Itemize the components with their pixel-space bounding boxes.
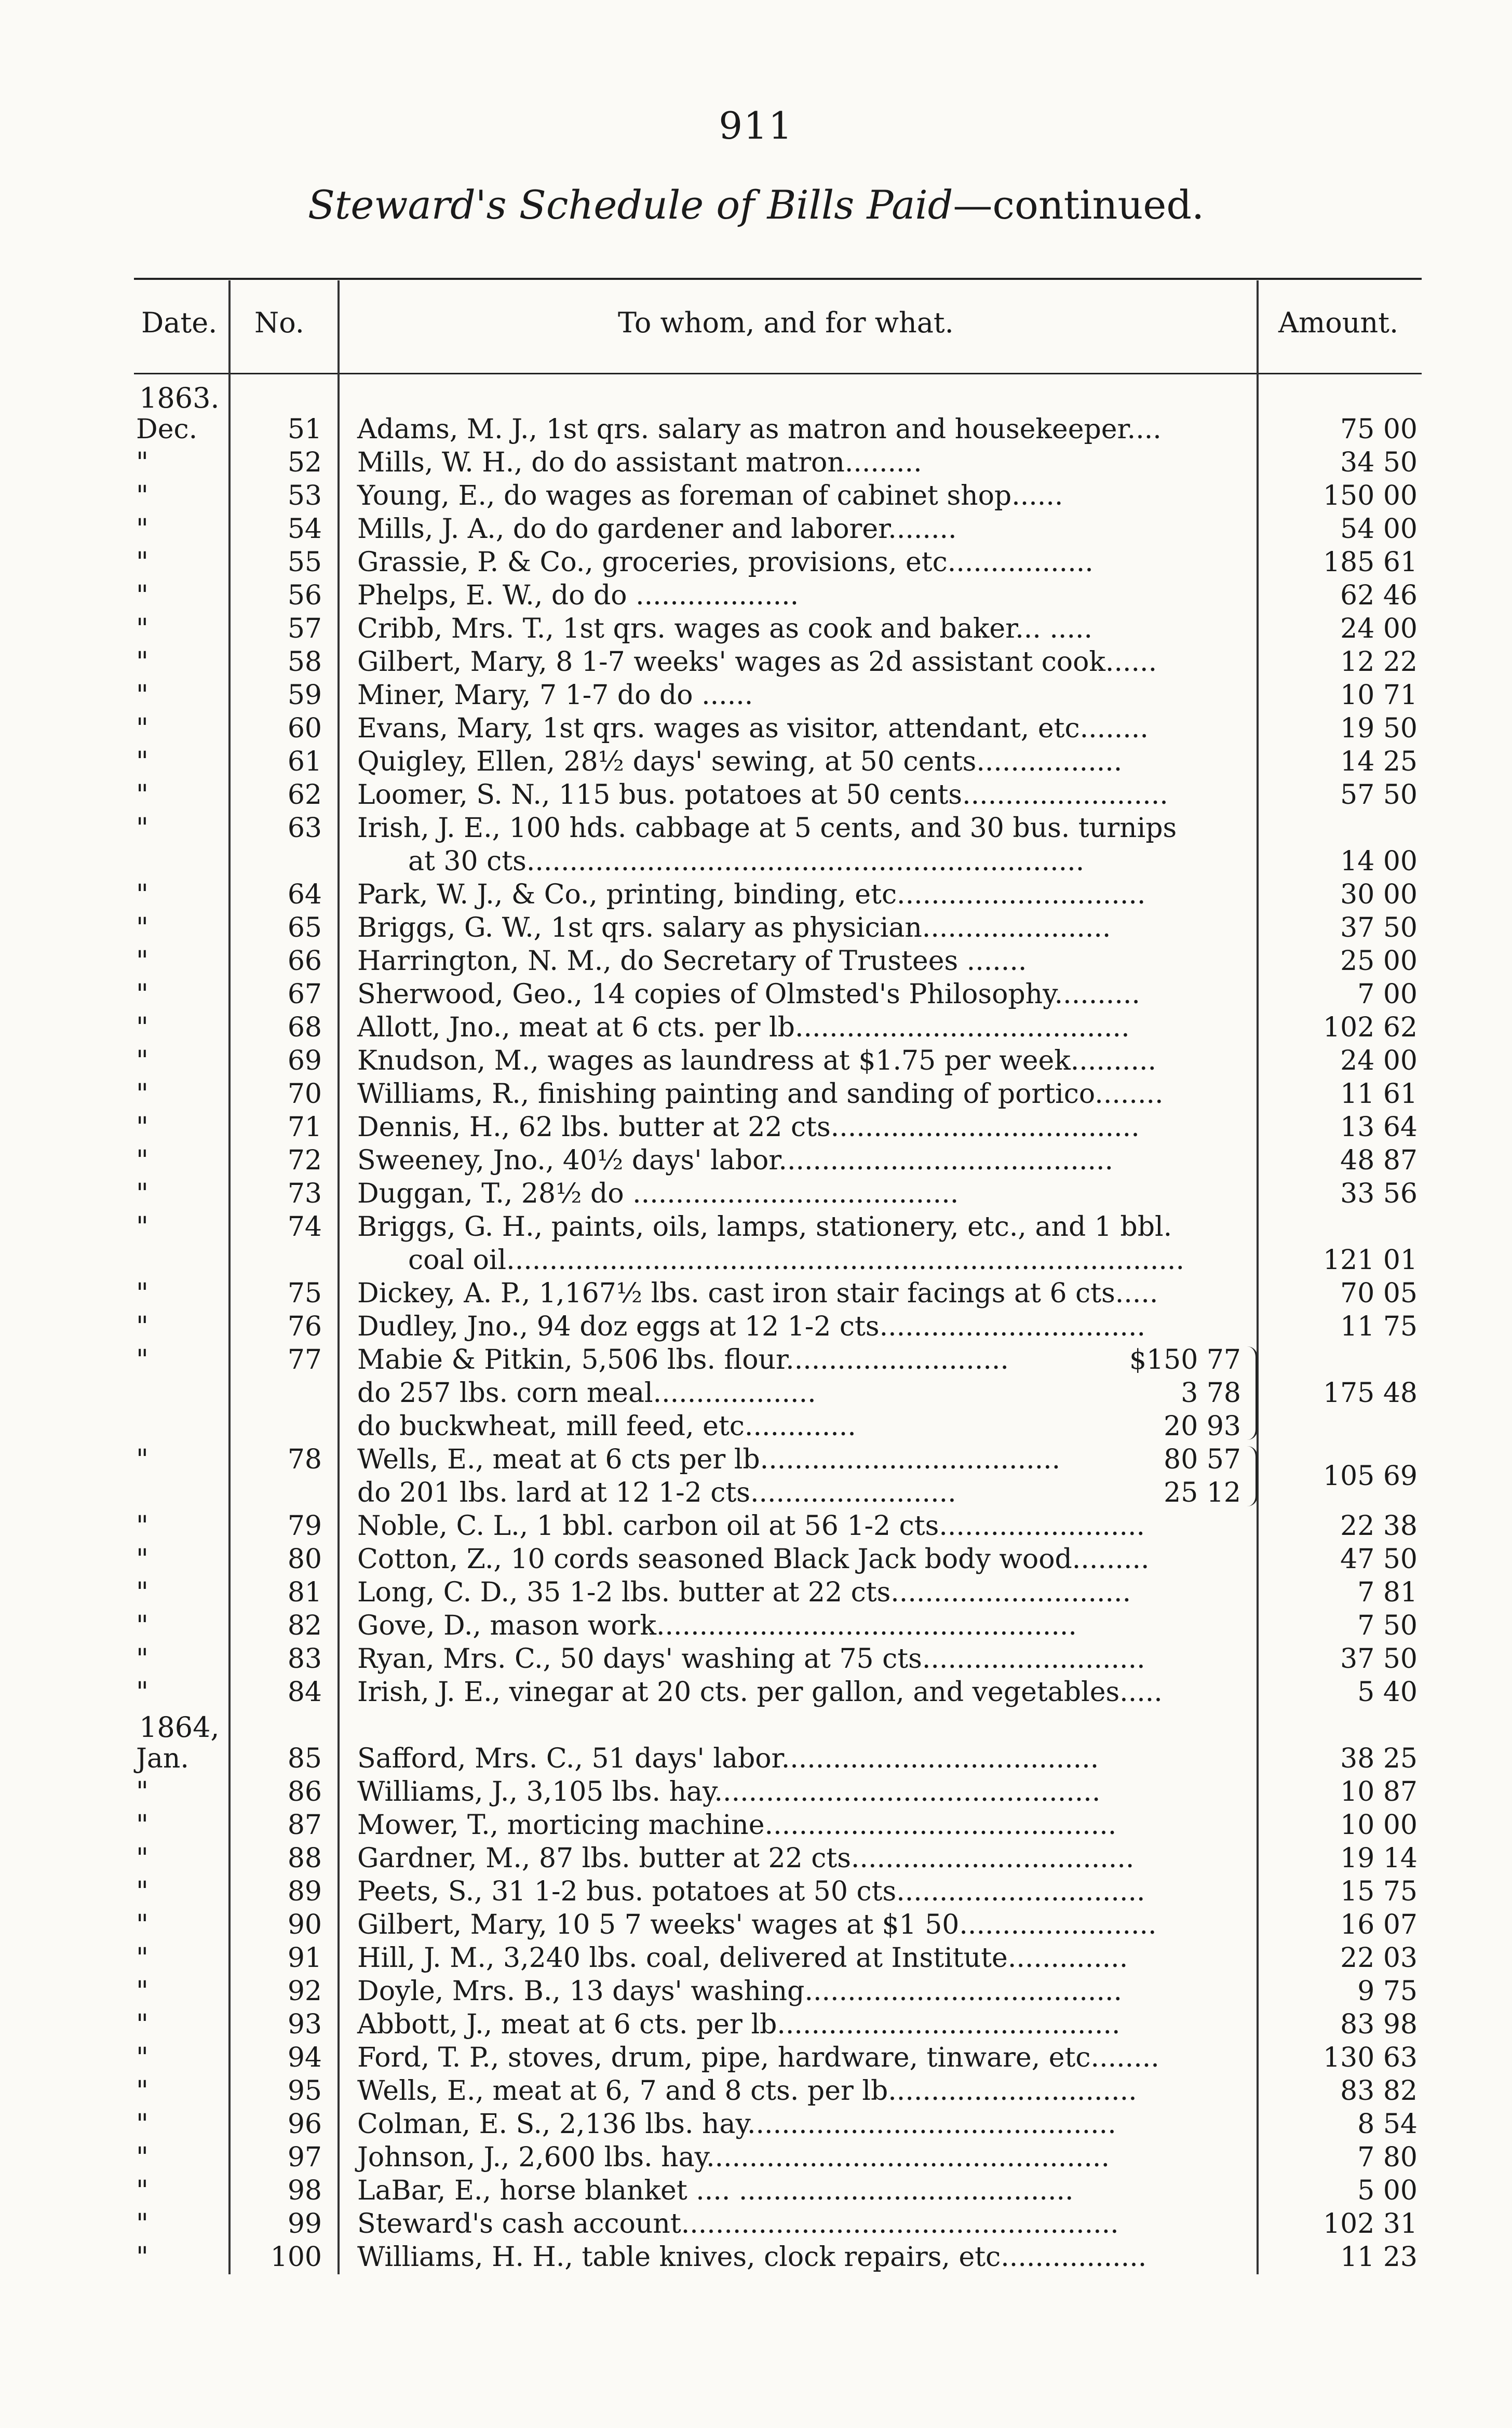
entry-amount: 16 07: [1340, 1909, 1418, 1940]
table-row: [0, 1210, 1512, 1244]
table-row: [0, 479, 1512, 512]
entry-amount: 34 50: [1340, 447, 1418, 478]
entry-date: ": [136, 1012, 148, 1043]
entry-number: 90: [287, 1909, 322, 1940]
entry-number: 91: [287, 1943, 322, 1974]
entry-amount: 54 00: [1340, 514, 1418, 545]
entry-number: 85: [287, 1743, 322, 1774]
table-row: [0, 1543, 1512, 1576]
entry-date: ": [136, 1344, 148, 1375]
entry-amount: 19 50: [1340, 713, 1418, 744]
entry-number: 92: [287, 1976, 322, 2007]
table-row: [0, 2141, 1512, 2174]
entry-amount: 19 14: [1340, 1843, 1418, 1874]
entry-date: ": [136, 547, 148, 578]
entry-number: 55: [287, 547, 322, 578]
entry-amount: 70 05: [1340, 1278, 1418, 1309]
table-row: [0, 1908, 1512, 1941]
entry-amount: 62 46: [1340, 580, 1418, 611]
entry-number: 88: [287, 1843, 322, 1874]
table-row: [0, 612, 1512, 645]
entry-number: 93: [287, 2009, 322, 2040]
entry-date: ": [136, 1677, 148, 1708]
table-row: [0, 512, 1512, 546]
entry-number: 77: [287, 1344, 322, 1375]
entry-amount: 33 56: [1340, 1178, 1418, 1209]
entry-description: Briggs, G. H., paints, oils, lamps, stationery, etc., and 1 bbl.: [357, 1211, 1172, 1243]
entry-number: 94: [287, 2042, 322, 2073]
entry-date: ": [136, 447, 148, 478]
entry-description: Mower, T., morticing machine.........................................: [357, 1810, 1117, 1841]
entry-description: Wells, E., meat at 6, 7 and 8 cts. per lb.............................: [357, 2075, 1137, 2107]
entry-description: do 201 lbs. lard at 12 1-2 cts........................: [357, 1477, 956, 1508]
entry-description: Grassie, P. & Co., groceries, provisions, etc.................: [357, 547, 1094, 578]
entry-amount: 10 71: [1340, 680, 1418, 711]
entry-description: Cribb, Mrs. T., 1st qrs. wages as cook and baker... .....: [357, 613, 1093, 644]
entry-date: ": [136, 2075, 148, 2107]
entry-amount: 175 48: [1323, 1378, 1418, 1409]
entry-amount: 14 00: [1340, 846, 1418, 877]
entry-date: ": [136, 1211, 148, 1243]
entry-date: ": [136, 1577, 148, 1608]
entry-amount: 7 80: [1357, 2142, 1418, 2173]
header-bottom-rule: [134, 373, 1422, 374]
entry-amount: 7 00: [1357, 979, 1418, 1010]
entry-number: 63: [287, 813, 322, 844]
entry-amount: 10 00: [1340, 1810, 1418, 1841]
table-row: [0, 1642, 1512, 1676]
entry-amount: 30 00: [1340, 879, 1418, 910]
entry-date: ": [136, 1311, 148, 1342]
entry-date: ": [136, 1045, 148, 1076]
entry-number: 58: [287, 646, 322, 678]
entry-number: 79: [287, 1510, 322, 1542]
table-row: [0, 1044, 1512, 1077]
entry-date: ": [136, 779, 148, 811]
entry-date: ": [136, 1843, 148, 1874]
table-row: [0, 1576, 1512, 1609]
entry-date: ": [136, 2042, 148, 2073]
entry-description: do 257 lbs. corn meal...................: [357, 1378, 816, 1409]
entry-description: Irish, J. E., vinegar at 20 cts. per gallon, and vegetables.....: [357, 1677, 1163, 1708]
entry-description: Harrington, N. M., do Secretary of Trustees .......: [357, 946, 1027, 977]
entry-date: ": [136, 1943, 148, 1974]
entry-subamount: 80 57: [1164, 1444, 1241, 1475]
entry-description: Sherwood, Geo., 14 copies of Olmsted's Philosophy..........: [357, 979, 1140, 1010]
entry-description: Safford, Mrs. C., 51 days' labor.....................................: [357, 1743, 1099, 1774]
entry-subamount: 20 93: [1164, 1411, 1241, 1442]
entry-date: ": [136, 2175, 148, 2206]
entry-amount: 7 50: [1357, 1610, 1418, 1641]
entry-number: 59: [287, 680, 322, 711]
entry-amount: 48 87: [1340, 1145, 1418, 1176]
entry-date: ": [136, 1510, 148, 1542]
entry-number: 99: [287, 2208, 322, 2240]
entry-number: 73: [287, 1178, 322, 1209]
entry-number: 57: [287, 613, 322, 644]
header-amount: Amount.: [1278, 306, 1399, 339]
entry-amount: 57 50: [1340, 779, 1418, 811]
entry-amount: 102 31: [1323, 2208, 1418, 2240]
entry-description: Hill, J. M., 3,240 lbs. coal, delivered at Institute..............: [357, 1943, 1128, 1974]
table-row: [0, 1011, 1512, 1044]
entry-date: ": [136, 680, 148, 711]
entry-number: 54: [287, 514, 322, 545]
entry-amount: 11 75: [1340, 1311, 1418, 1342]
table-row-continuation: [0, 1244, 1512, 1277]
table-row: [0, 2241, 1512, 2274]
year-label-1863: 1863.: [139, 382, 220, 414]
entry-amount: 7 81: [1357, 1577, 1418, 1608]
entry-description-continued: coal oil...............................................................................: [408, 1245, 1184, 1276]
entry-description: Dickey, A. P., 1,167½ lbs. cast iron stair facings at 6 cts.....: [357, 1278, 1158, 1309]
entry-description: Johnson, J., 2,600 lbs. hay...............................................: [357, 2142, 1110, 2173]
entry-description: Dudley, Jno., 94 doz eggs at 12 1-2 cts...............................: [357, 1311, 1146, 1342]
entry-description: Noble, C. L., 1 bbl. carbon oil at 56 1-2 cts........................: [357, 1510, 1145, 1542]
entry-date: ": [136, 879, 148, 910]
entry-amount: 24 00: [1340, 613, 1418, 644]
entry-amount: 13 64: [1340, 1112, 1418, 1143]
entry-subamount: $150 77: [1129, 1344, 1241, 1375]
entry-date: ": [136, 1112, 148, 1143]
entry-date: ": [136, 480, 148, 511]
entry-date: ": [136, 912, 148, 943]
entry-description: Colman, E. S., 2,136 lbs. hay...........................................: [357, 2109, 1116, 2140]
table-row: [0, 2074, 1512, 2108]
table-row: [0, 413, 1512, 446]
entry-amount: 11 23: [1340, 2242, 1418, 2273]
entry-amount: 75 00: [1340, 414, 1418, 445]
entry-amount: 83 82: [1340, 2075, 1418, 2107]
entry-number: 83: [287, 1643, 322, 1675]
entry-number: 96: [287, 2109, 322, 2140]
header-date: Date.: [141, 306, 218, 339]
entry-number: 98: [287, 2175, 322, 2206]
page-number: 911: [719, 104, 793, 147]
entry-number: 52: [287, 447, 322, 478]
entry-date: ": [136, 1145, 148, 1176]
entry-number: 71: [287, 1112, 322, 1143]
entry-amount: 47 50: [1340, 1544, 1418, 1575]
header-desc: To whom, and for what.: [618, 306, 954, 339]
table-row: [0, 745, 1512, 778]
entry-description: Evans, Mary, 1st qrs. wages as visitor, attendant, etc........: [357, 713, 1149, 744]
table-row: [0, 1975, 1512, 2008]
entry-description: Loomer, S. N., 115 bus. potatoes at 50 cents........................: [357, 779, 1168, 811]
entry-description: Duggan, T., 28½ do ......................................: [357, 1178, 959, 1209]
table-row: [0, 446, 1512, 479]
entry-amount: 130 63: [1323, 2042, 1418, 2073]
entry-amount: 22 38: [1340, 1510, 1418, 1542]
entry-number: 87: [287, 1810, 322, 1841]
entry-description: LaBar, E., horse blanket .... .......................................: [357, 2175, 1074, 2206]
entry-amount: 105 69: [1323, 1461, 1418, 1492]
entry-description: Young, E., do wages as foreman of cabinet shop......: [357, 480, 1063, 511]
table-row: [0, 2008, 1512, 2041]
table-row-continuation: [0, 845, 1512, 878]
entry-date: ": [136, 1178, 148, 1209]
table-row: [0, 911, 1512, 945]
entry-description: do buckwheat, mill feed, etc.............: [357, 1411, 856, 1442]
entry-date: ": [136, 1876, 148, 1907]
entry-amount: 15 75: [1340, 1876, 1418, 1907]
header-top-rule: [134, 278, 1422, 280]
entry-amount: 9 75: [1357, 1976, 1418, 2007]
entry-amount: 24 00: [1340, 1045, 1418, 1076]
table-row: [0, 2207, 1512, 2241]
entry-description: Peets, S., 31 1-2 bus. potatoes at 50 cts.............................: [357, 1876, 1145, 1907]
entry-number: 74: [287, 1211, 322, 1243]
entry-subamount: 3 78: [1181, 1378, 1241, 1409]
entry-date: ": [136, 2109, 148, 2140]
entry-date: ": [136, 979, 148, 1010]
table-row: [0, 1676, 1512, 1709]
table-row: [0, 778, 1512, 812]
entry-date: Dec.: [136, 414, 198, 445]
entry-description: Steward's cash account...................................................: [357, 2208, 1119, 2240]
table-row: [0, 1177, 1512, 1210]
title-rest: —continued.: [953, 182, 1205, 228]
table-row: [0, 1310, 1512, 1343]
entry-date: ": [136, 946, 148, 977]
table-row: [0, 1277, 1512, 1310]
entry-number: 95: [287, 2075, 322, 2107]
table-row: [0, 945, 1512, 978]
table-row: [0, 878, 1512, 911]
entry-date: ": [136, 1544, 148, 1575]
table-row: [0, 812, 1512, 845]
entry-date: Jan.: [136, 1743, 189, 1774]
entry-date: ": [136, 646, 148, 678]
entry-number: 82: [287, 1610, 322, 1641]
entry-date: ": [136, 2208, 148, 2240]
entry-amount: 37 50: [1340, 912, 1418, 943]
entry-number: 89: [287, 1876, 322, 1907]
table-row: [0, 978, 1512, 1011]
entry-amount: 8 54: [1357, 2109, 1418, 2140]
entry-description: Cotton, Z., 10 cords seasoned Black Jack body wood.........: [357, 1544, 1150, 1575]
entry-number: 66: [287, 946, 322, 977]
entry-amount: 150 00: [1323, 480, 1418, 511]
entry-date: ": [136, 1278, 148, 1309]
entry-description: Adams, M. J., 1st qrs. salary as matron and housekeeper....: [357, 414, 1162, 445]
table-row: [0, 1742, 1512, 1775]
entry-date: ": [136, 746, 148, 777]
entry-number: 86: [287, 1776, 322, 1807]
entry-description: Phelps, E. W., do do ...................: [357, 580, 799, 611]
entry-description: Ryan, Mrs. C., 50 days' washing at 75 cts..........................: [357, 1643, 1145, 1675]
table-row: [0, 1809, 1512, 1842]
table-row: [0, 1343, 1512, 1377]
entry-amount: 185 61: [1323, 547, 1418, 578]
entry-date: ": [136, 1810, 148, 1841]
entry-description: Mabie & Pitkin, 5,506 lbs. flour..........................: [357, 1344, 1009, 1375]
entry-amount: 102 62: [1323, 1012, 1418, 1043]
entry-description: Knudson, M., wages as laundress at $1.75 per week..........: [357, 1045, 1157, 1076]
table-row: [0, 1842, 1512, 1875]
table-row: [0, 546, 1512, 579]
entry-date: ": [136, 1909, 148, 1940]
entry-amount: 22 03: [1340, 1943, 1418, 1974]
page-title: [0, 182, 1512, 228]
header-no: No.: [254, 306, 304, 339]
entry-description: Sweeney, Jno., 40½ days' labor.......................................: [357, 1145, 1114, 1176]
table-row: [0, 1111, 1512, 1144]
table-row: [0, 2041, 1512, 2074]
entry-number: 61: [287, 746, 322, 777]
table-row: [0, 1609, 1512, 1642]
entry-number: 75: [287, 1278, 322, 1309]
entry-amount: 11 61: [1340, 1078, 1418, 1110]
entry-number: 53: [287, 480, 322, 511]
entry-amount: 14 25: [1340, 746, 1418, 777]
entry-description: Allott, Jno., meat at 6 cts. per lb.......................................: [357, 1012, 1130, 1043]
table-row: [0, 1144, 1512, 1177]
entry-description: Gardner, M., 87 lbs. butter at 22 cts.................................: [357, 1843, 1135, 1874]
entry-description: Abbott, J., meat at 6 cts. per lb........................................: [357, 2009, 1120, 2040]
entry-date: ": [136, 1610, 148, 1641]
entry-number: 60: [287, 713, 322, 744]
entry-number: 62: [287, 779, 322, 811]
entry-description: Park, W. J., & Co., printing, binding, etc.............................: [357, 879, 1146, 910]
table-row: [0, 579, 1512, 612]
entry-description: Williams, R., finishing painting and sanding of portico........: [357, 1078, 1164, 1110]
entry-amount: 5 40: [1357, 1677, 1418, 1708]
year-label-1864: 1864,: [139, 1711, 220, 1744]
entry-amount: 37 50: [1340, 1643, 1418, 1675]
entry-date: ": [136, 713, 148, 744]
entry-description: Ford, T. P., stoves, drum, pipe, hardware, tinware, etc........: [357, 2042, 1159, 2073]
entry-date: ": [136, 1643, 148, 1675]
entry-number: 68: [287, 1012, 322, 1043]
table-row: [0, 712, 1512, 745]
entry-description: Doyle, Mrs. B., 13 days' washing.....................................: [357, 1976, 1123, 2007]
table-row: [0, 1509, 1512, 1543]
table-row: [0, 1077, 1512, 1111]
entry-description: Dennis, H., 62 lbs. butter at 22 cts....................................: [357, 1112, 1140, 1143]
entry-number: 76: [287, 1311, 322, 1342]
table-row: [0, 2108, 1512, 2141]
entry-amount: 10 87: [1340, 1776, 1418, 1807]
entry-description: Quigley, Ellen, 28½ days' sewing, at 50 cents.................: [357, 746, 1123, 777]
entry-number: 100: [270, 2242, 322, 2273]
entry-number: 80: [287, 1544, 322, 1575]
entry-description: Irish, J. E., 100 hds. cabbage at 5 cents, and 30 bus. turnips: [357, 813, 1177, 844]
entry-description: Miner, Mary, 7 1-7 do do ......: [357, 680, 753, 711]
entry-amount: 38 25: [1340, 1743, 1418, 1774]
entry-description: Mills, J. A., do do gardener and laborer........: [357, 514, 957, 545]
table-row: [0, 2174, 1512, 2207]
entry-description: Gove, D., mason work.................................................: [357, 1610, 1077, 1641]
entry-date: ": [136, 1078, 148, 1110]
entry-number: 65: [287, 912, 322, 943]
entry-date: ": [136, 613, 148, 644]
entry-amount: 83 98: [1340, 2009, 1418, 2040]
entry-amount: 121 01: [1323, 1245, 1418, 1276]
entry-description: Williams, J., 3,105 lbs. hay.............................................: [357, 1776, 1101, 1807]
entry-description: Mills, W. H., do do assistant matron.........: [357, 447, 922, 478]
entry-number: 84: [287, 1677, 322, 1708]
entry-subamount: 25 12: [1164, 1477, 1241, 1508]
entry-description: Long, C. D., 35 1-2 lbs. butter at 22 cts............................: [357, 1577, 1131, 1608]
table-row: [0, 1410, 1512, 1443]
entry-number: 72: [287, 1145, 322, 1176]
title-italic: Steward's Schedule of Bills Paid: [307, 182, 953, 228]
group-total: [0, 1460, 1512, 1493]
entry-number: 78: [287, 1444, 322, 1475]
entry-date: ": [136, 2009, 148, 2040]
table-row: [0, 1875, 1512, 1908]
entry-number: 69: [287, 1045, 322, 1076]
entry-date: ": [136, 1776, 148, 1807]
entry-amount: 12 22: [1340, 646, 1418, 678]
entry-number: 64: [287, 879, 322, 910]
entry-amount: 5 00: [1357, 2175, 1418, 2206]
entry-date: ": [136, 813, 148, 844]
entry-amount: 25 00: [1340, 946, 1418, 977]
table-row: [0, 1941, 1512, 1975]
group-total: [0, 1377, 1512, 1410]
entry-date: ": [136, 2142, 148, 2173]
table-row: [0, 679, 1512, 712]
entry-number: 97: [287, 2142, 322, 2173]
entry-date: ": [136, 514, 148, 545]
entry-date: ": [136, 1444, 148, 1475]
table-row: [0, 645, 1512, 679]
entry-description: Gilbert, Mary, 10 5 7 weeks' wages at $1 50.......................: [357, 1909, 1157, 1940]
entry-description-continued: at 30 cts.................................................................: [408, 846, 1085, 877]
entry-description: Briggs, G. W., 1st qrs. salary as physician......................: [357, 912, 1111, 943]
entry-number: 67: [287, 979, 322, 1010]
entry-number: 81: [287, 1577, 322, 1608]
entry-date: ": [136, 580, 148, 611]
entry-number: 56: [287, 580, 322, 611]
entry-description: Gilbert, Mary, 8 1-7 weeks' wages as 2d assistant cook......: [357, 646, 1157, 678]
entry-description: Williams, H. H., table knives, clock repairs, etc.................: [357, 2242, 1147, 2273]
entry-number: 51: [287, 414, 322, 445]
entry-date: ": [136, 2242, 148, 2273]
entry-date: ": [136, 1976, 148, 2007]
entry-number: 70: [287, 1078, 322, 1110]
entry-description: Wells, E., meat at 6 cts per lb...................................: [357, 1444, 1061, 1475]
table-row: [0, 1775, 1512, 1809]
